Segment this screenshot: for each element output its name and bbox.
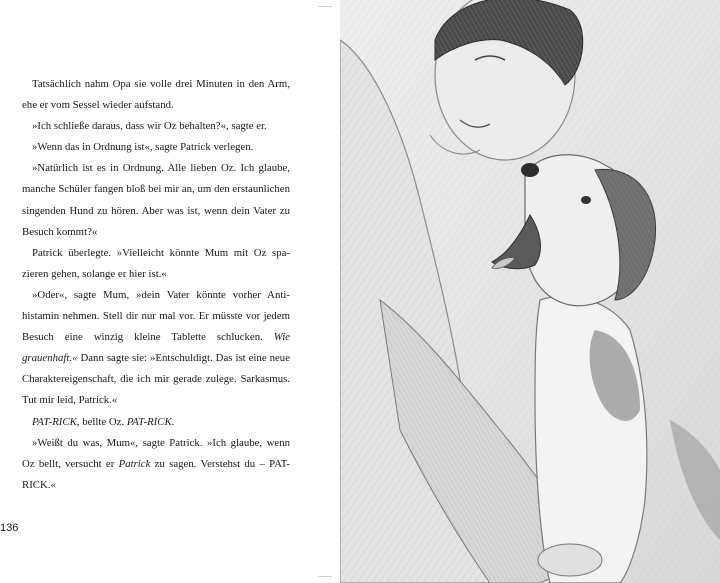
paragraph [22, 433, 290, 496]
paragraph [22, 137, 290, 158]
text-run: Dann sagte sie: »Entschuldigt. Das ist eine neue Charaktereigenschaft, die ich mir gerade zulege. Sarkasmus. Tut mir leid, Patrick.« [22, 352, 290, 407]
text-run: »Natürlich ist es in Ordnung. Alle lieben Oz. Ich glaube, manche Schüler fangen bloß bei mir an, um den erstaunlichen singenden Hund zu hören. Aber was ist, wenn dein Vater zu Besuch kommt?« [22, 162, 290, 238]
text-run: Tatsächlich nahm Opa sie volle drei Minuten in den Arm, ehe er vom Sessel wieder aufstand. [22, 78, 290, 112]
paragraph [22, 243, 290, 285]
text-run: »Weißt du was, Mum«, sagte Patrick. »Ich glaube, wenn Oz bellt, versucht er [22, 436, 290, 470]
puppy-paw [538, 544, 602, 576]
puppy-body [535, 296, 647, 583]
pencil-illustration [340, 0, 720, 583]
text-run: , bellte Oz. [76, 415, 127, 428]
crop-mark-top [318, 6, 332, 7]
puppy-nose [521, 163, 539, 177]
text-run: »Wenn das in Ordnung ist«, sagte Patrick verlegen. [32, 141, 254, 154]
paragraph [22, 116, 290, 137]
body-text [22, 74, 290, 496]
paragraph [22, 74, 290, 116]
text-run: . [171, 415, 175, 428]
italic-run: PAT-RICK [126, 415, 172, 428]
illustration-svg [340, 0, 720, 583]
paragraph [22, 158, 290, 242]
book-page-left [0, 0, 340, 583]
italic-run: Patrick [118, 457, 151, 470]
puppy-eye [581, 196, 591, 204]
text-run: Patrick überlegte. »Vielleicht könnte Mum mit Oz spazieren gehen, solange er hier ist.« [22, 246, 290, 280]
text-run: »Ich schließe daraus, dass wir Oz behalten?«, sagte er. [32, 120, 267, 133]
paragraph [22, 285, 290, 412]
paragraph [22, 412, 290, 433]
text-run: zu sagen. Verstehst du – PAT-RICK.« [22, 457, 290, 491]
crop-mark-bottom [318, 576, 332, 577]
text-run: »Oder«, sagte Mum, »dein Vater könnte vorher Antihistamin nehmen. Stell dir nur mal vor. Er müsste vor jedem Besuch eine winzig kleine Tablette schlucken. [22, 288, 290, 344]
italic-run: Wie grauenhaft.« [22, 331, 290, 365]
italic-run: PAT-RICK [32, 415, 77, 428]
page-number: 136 [0, 522, 19, 534]
